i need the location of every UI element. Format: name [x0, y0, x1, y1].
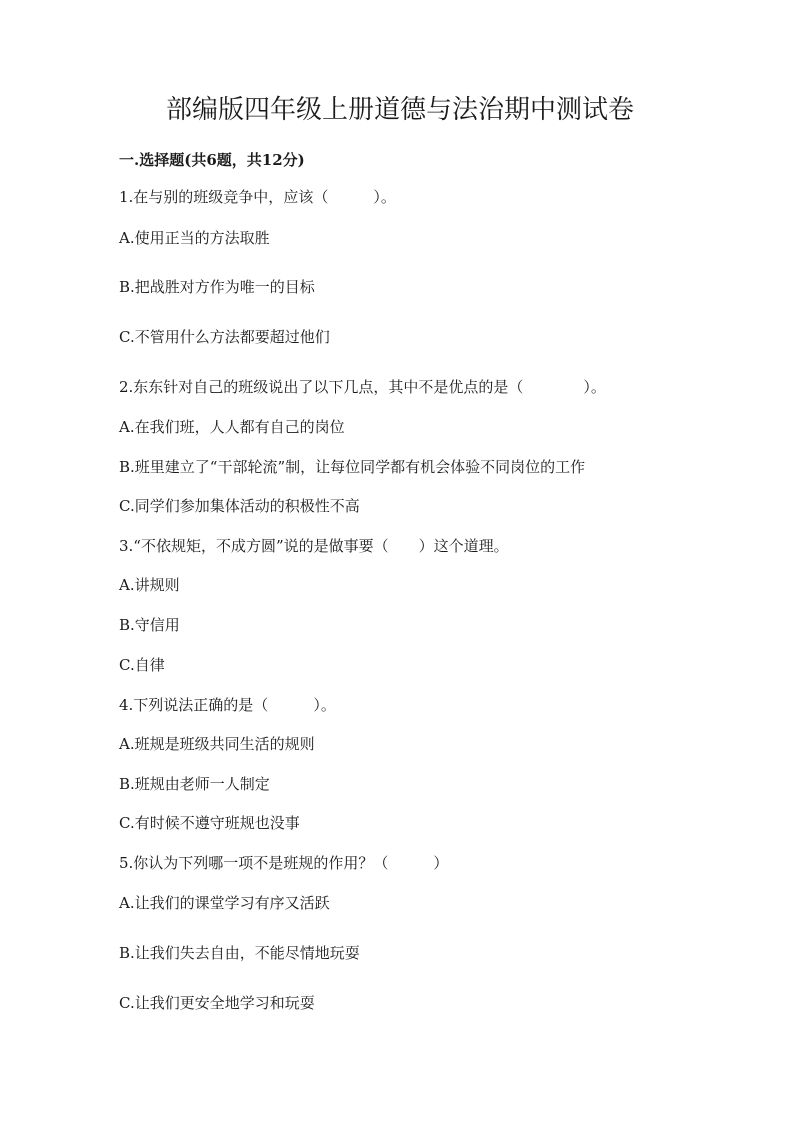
- page-title: 部编版四年级上册道德与法治期中测试卷: [165, 95, 634, 125]
- question-5-stem: 5.你认为下列哪一项不是班规的作用？（ ）: [119, 854, 449, 872]
- question-2-option-c: C.同学们参加集体活动的积极性不高: [119, 497, 360, 515]
- question-4-option-c: C.有时候不遵守班规也没事: [119, 814, 300, 832]
- question-3-option-b: B.守信用: [119, 616, 180, 634]
- question-4-stem: 4.下列说法正确的是（ ）。: [119, 696, 336, 714]
- question-3-stem: 3.“不依规矩，不成方圆”说的是做事要（ ）这个道理。: [119, 537, 509, 555]
- question-5-option-a: A.让我们的课堂学习有序又活跃: [119, 894, 330, 912]
- question-1-option-a: A.使用正当的方法取胜: [119, 229, 270, 247]
- question-2-option-b: B.班里建立了“干部轮流”制，让每位同学都有机会体验不同岗位的工作: [119, 458, 586, 476]
- question-1-option-b: B.把战胜对方作为唯一的目标: [119, 278, 315, 296]
- question-4-option-b: B.班规由老师一人制定: [119, 775, 270, 793]
- question-1-stem: 1.在与别的班级竞争中，应该（ ）。: [119, 188, 396, 206]
- question-4-option-a: A.班规是班级共同生活的规则: [119, 735, 315, 753]
- section-heading: 一.选择题(共6题，共12分): [119, 151, 305, 169]
- question-2-stem: 2.东东针对自己的班级说出了以下几点，其中不是优点的是（ ）。: [119, 378, 606, 396]
- question-3-option-a: A.讲规则: [119, 576, 180, 594]
- question-1-option-c: C.不管用什么方法都要超过他们: [119, 328, 330, 346]
- question-3-option-c: C.自律: [119, 656, 165, 674]
- question-5-option-b: B.让我们失去自由，不能尽情地玩耍: [119, 944, 360, 962]
- question-5-option-c: C.让我们更安全地学习和玩耍: [119, 994, 315, 1012]
- question-2-option-a: A.在我们班，人人都有自己的岗位: [119, 418, 345, 436]
